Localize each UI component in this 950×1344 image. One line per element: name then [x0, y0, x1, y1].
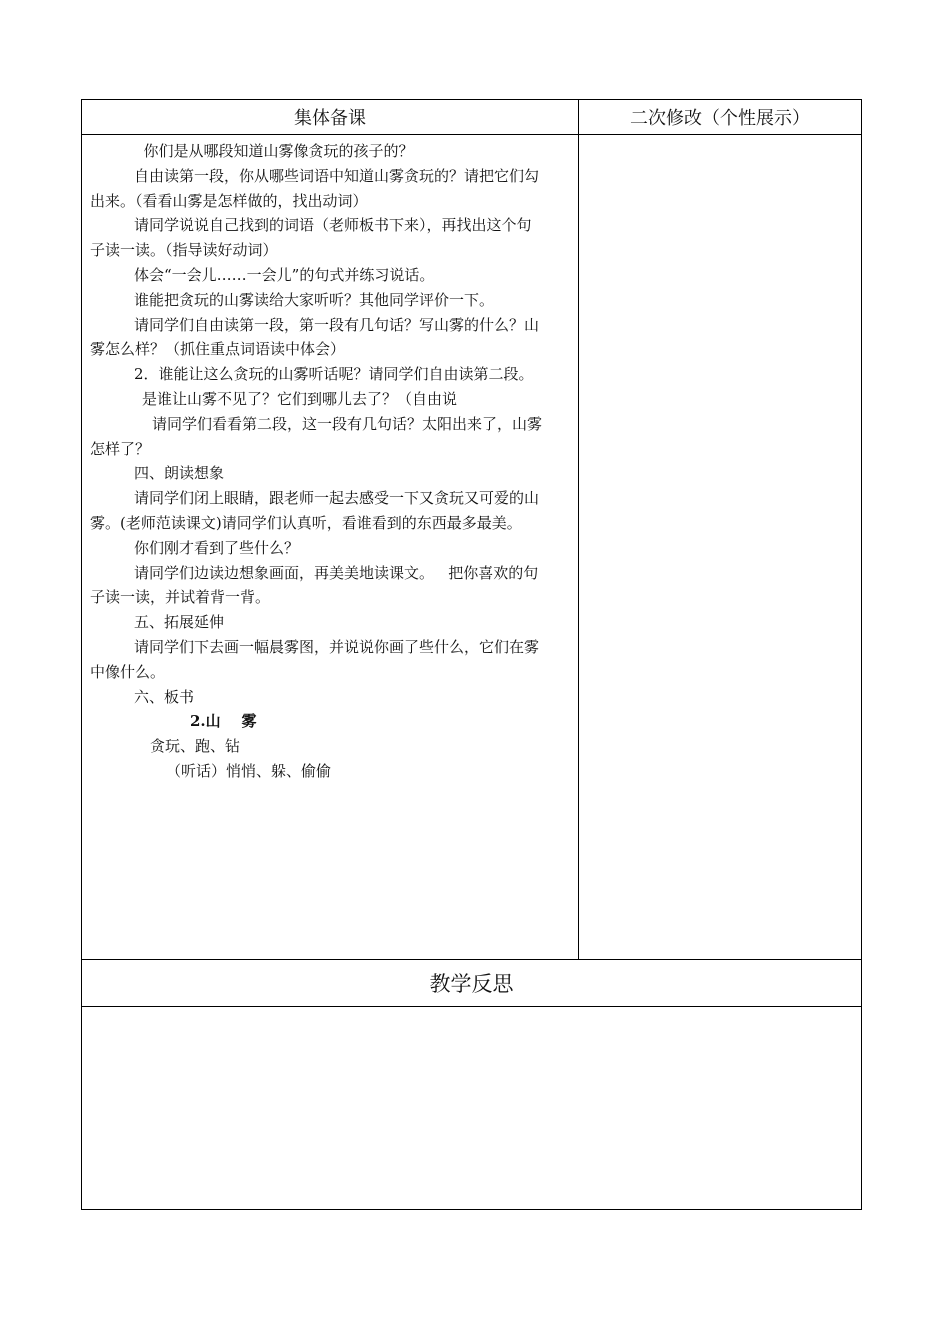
- text-line: 子读一读，并试着背一背。: [90, 588, 271, 607]
- text-line: 你们刚才看到了些什么？: [134, 538, 300, 557]
- text-line: （听话）悄悄、躲、偷偷: [166, 761, 332, 780]
- second-revision-header: 二次修改（个性展示）: [579, 100, 862, 135]
- text-line: 自由读第一段，你从哪些词语中知道山雾贪玩的？请把它们勾: [134, 166, 540, 185]
- collective-prep-header: 集体备课: [82, 100, 579, 135]
- text-line: 2．谁能让这么贪玩的山雾听话呢？请同学们自由读第二段。: [134, 365, 534, 384]
- text-line: 请同学们下去画一幅晨雾图，并说说你画了些什么，它们在雾: [134, 637, 540, 656]
- text-line: 六、板书: [134, 687, 195, 706]
- text-line: 雾。(老师范读课文)请同学们认真听，看谁看到的东西最多最美。: [90, 513, 522, 532]
- text-line: 请同学们边读边想象画面，再美美地读课文。 把你喜欢的句: [134, 563, 539, 582]
- text-line: 请同学们自由读第一段，第一段有几句话？写山雾的什么？山: [134, 315, 540, 334]
- teaching-reflection-content[interactable]: [82, 1007, 862, 1210]
- second-revision-content[interactable]: [579, 135, 862, 960]
- text-line: 请同学说说自己找到的词语（老师板书下来），再找出这个句: [134, 216, 532, 235]
- text-line: 贪玩、跑、钻: [150, 737, 241, 756]
- text-line: 2.山 雾: [190, 712, 257, 731]
- text-line: 体会“一会儿……一会儿”的句式并练习说话。: [134, 265, 435, 284]
- lesson-plan-table: [81, 99, 862, 1210]
- text-line: 请同学们闭上眼睛，跟老师一起去感受一下又贪玩又可爱的山: [134, 489, 540, 508]
- text-line: 出来。（看看山雾是怎样做的，找出动词）: [90, 191, 368, 210]
- collective-prep-content: [82, 135, 579, 960]
- lesson-text: [90, 139, 570, 784]
- text-line: 是谁让山雾不见了？它们到哪儿去了？（自由说: [142, 389, 458, 408]
- text-line: 雾怎么样？（抓住重点词语读中体会）: [90, 340, 346, 359]
- text-line: 谁能把贪玩的山雾读给大家听听？其他同学评价一下。: [134, 290, 495, 309]
- text-line: 怎样了？: [90, 439, 151, 458]
- text-line: 中像什么。: [90, 662, 166, 681]
- teaching-reflection-header: 教学反思: [82, 960, 862, 1007]
- text-line: 子读一读。（指导读好动词）: [90, 241, 278, 260]
- text-line: 五、拓展延伸: [134, 613, 225, 632]
- text-line: 你们是从哪段知道山雾像贪玩的孩子的？: [134, 142, 414, 160]
- text-line: 四、朗读想象: [134, 464, 225, 483]
- text-line: 请同学们看看第二段，这一段有几句话？太阳出来了，山雾: [152, 414, 543, 433]
